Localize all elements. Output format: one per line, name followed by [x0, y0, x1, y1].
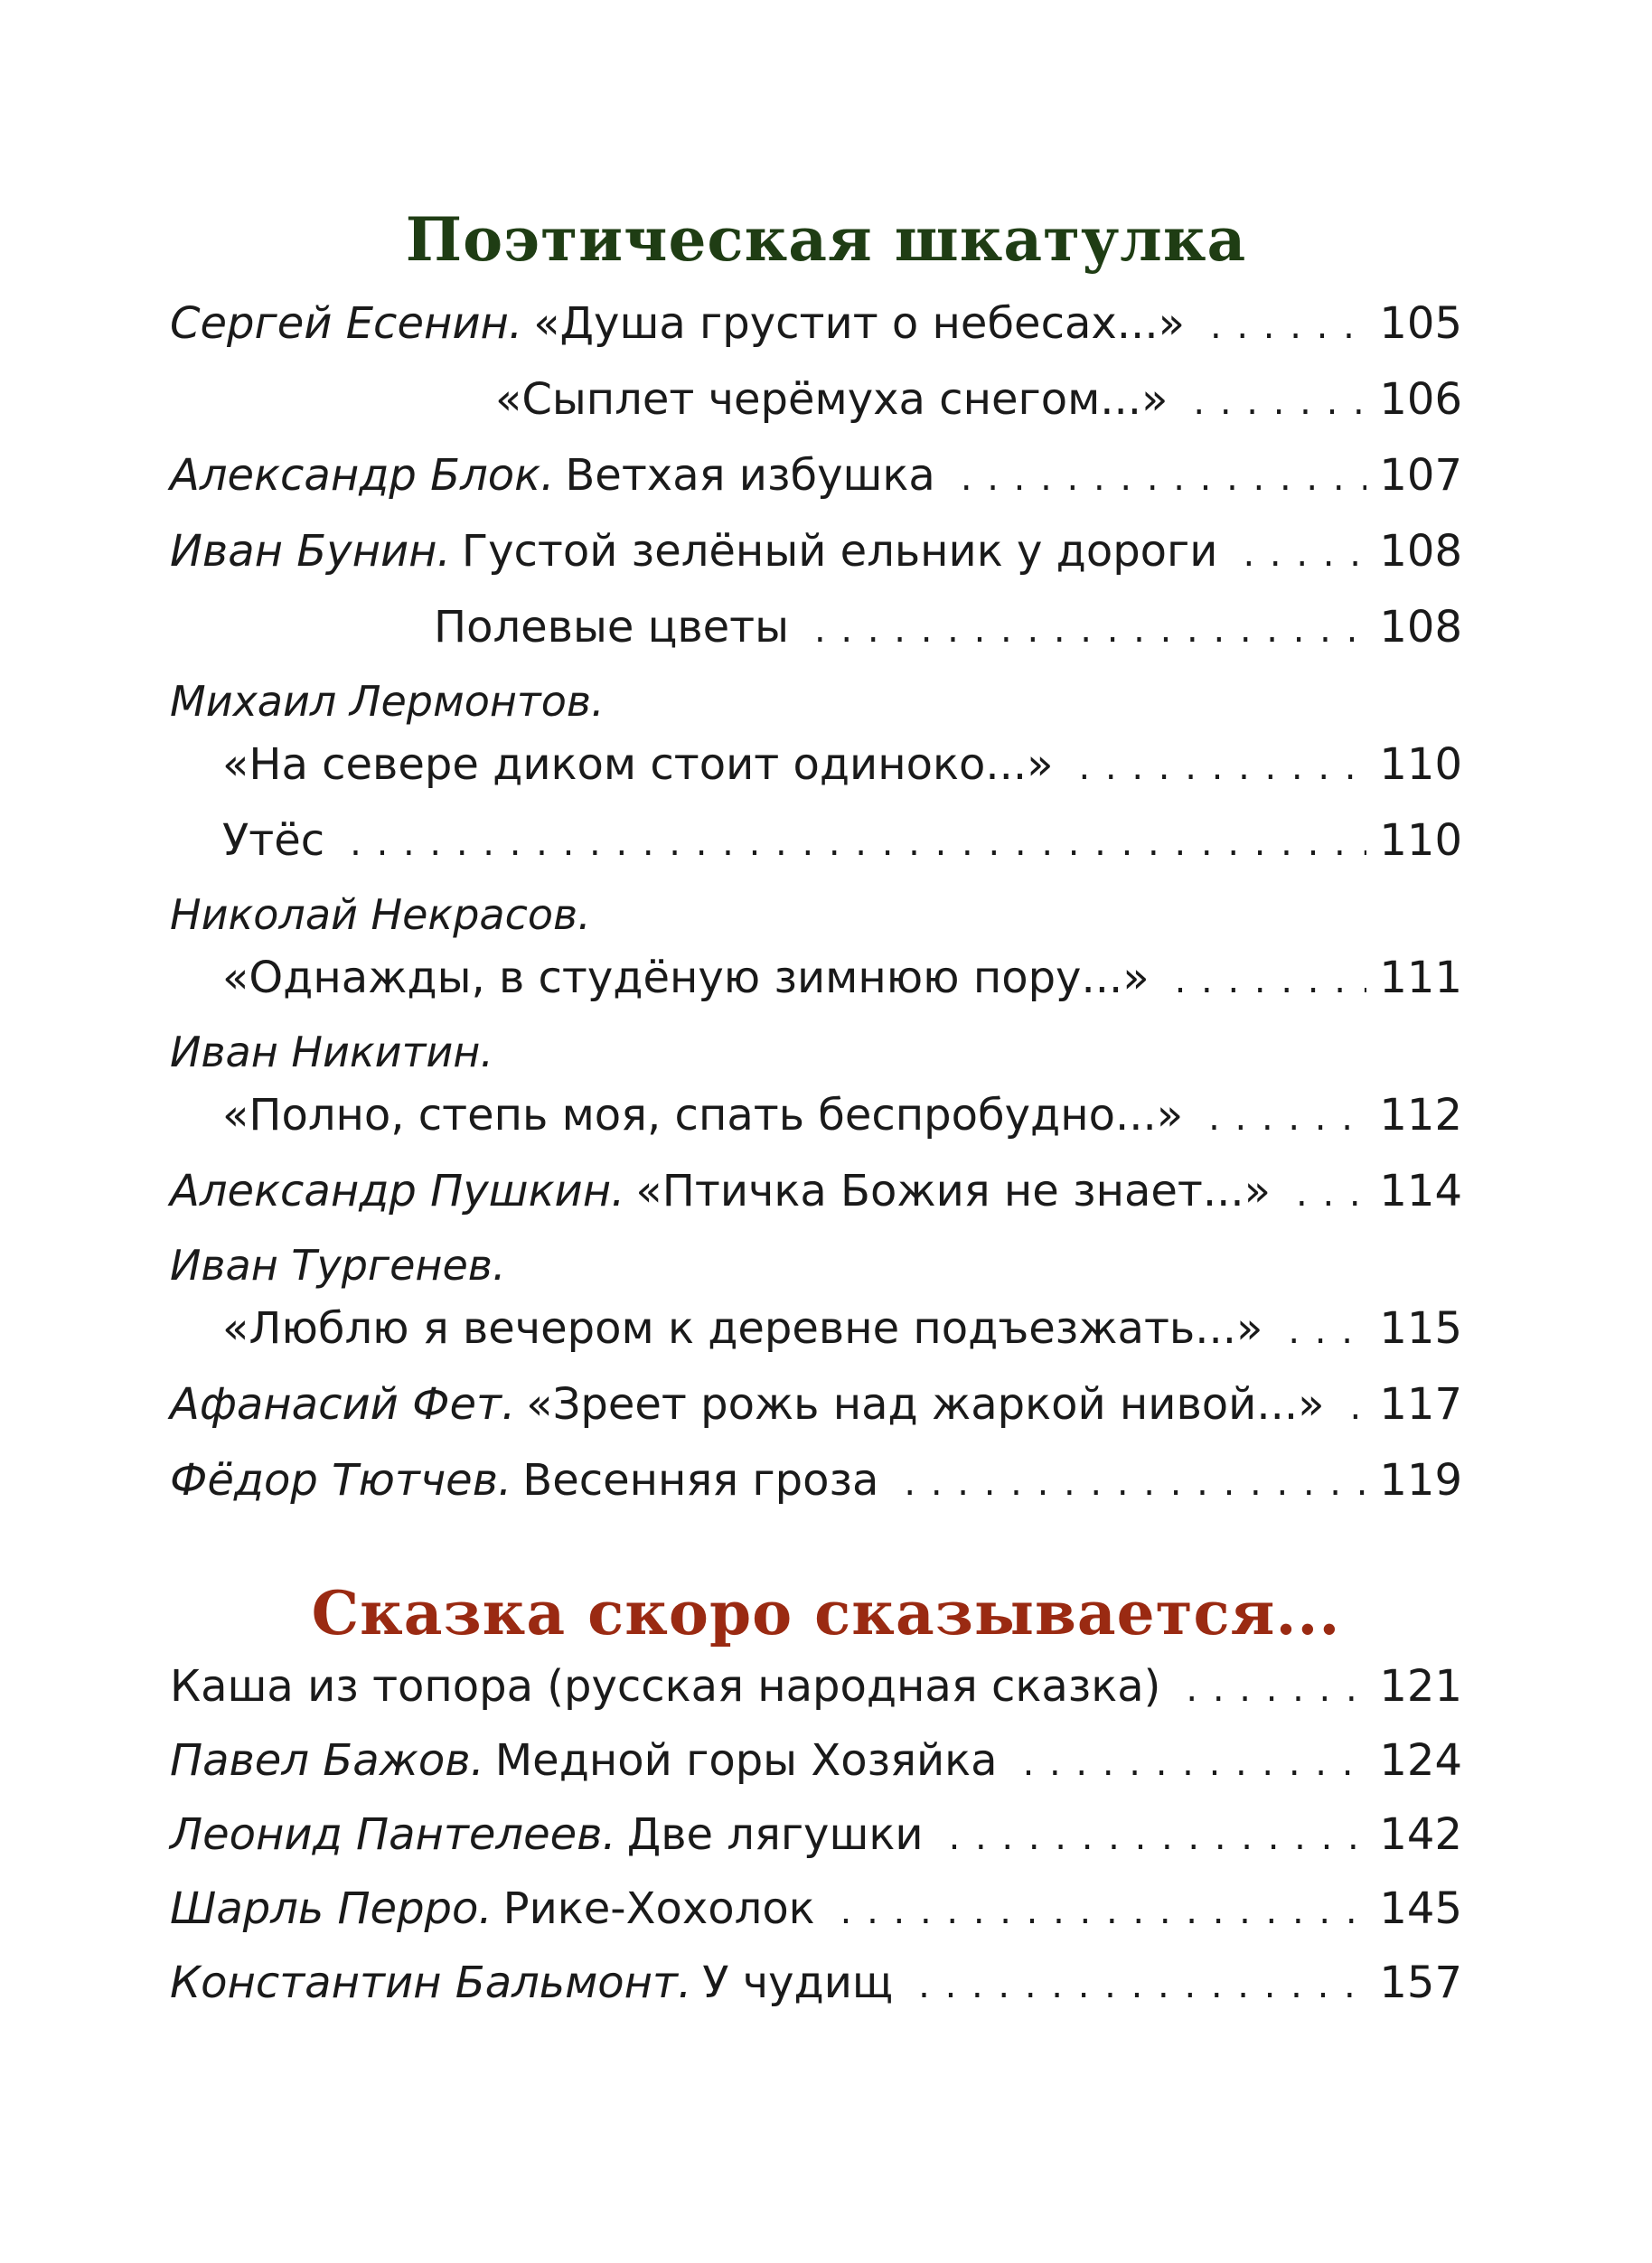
entry-page-number: 115 — [1379, 1303, 1462, 1354]
entry-page-number: 117 — [1379, 1379, 1462, 1430]
toc-entry[interactable] — [222, 1300, 1462, 1357]
entry-title: Полевые цветы — [434, 602, 789, 653]
entry-author: Фёдор Тютчев. — [170, 1455, 512, 1506]
dot-leader — [1193, 373, 1366, 431]
toc-entry[interactable] — [170, 522, 1462, 580]
entry-title: Медной горы Хозяйка — [494, 1735, 998, 1786]
toc-entry[interactable] — [170, 1451, 1462, 1509]
toc-entry[interactable] — [170, 1732, 1462, 1789]
entry-title: «Душа грустит о небесах...» — [533, 298, 1185, 349]
entry-title: «На севере диком стоит одиноко...» — [222, 739, 1054, 790]
entry-page-number: 157 — [1379, 1958, 1462, 2008]
entry-author: Сергей Есенин. — [170, 298, 523, 349]
dot-leader — [949, 1808, 1367, 1866]
toc-entry[interactable] — [170, 1954, 1462, 2012]
toc-entry[interactable] — [222, 736, 1462, 793]
dot-leader — [1243, 525, 1366, 583]
entry-author: Михаил Лермонтов. — [170, 677, 605, 726]
dot-leader — [1078, 738, 1366, 796]
dot-leader — [904, 1454, 1366, 1512]
entry-title: «Однажды, в студёную зимнюю пору...» — [222, 953, 1150, 1003]
entry-title: «Полно, степь моя, спать беспробудно...» — [222, 1090, 1184, 1141]
entry-author: Шарль Перро. — [170, 1883, 493, 1934]
toc-entry[interactable] — [434, 598, 1462, 656]
dot-leader — [1296, 1165, 1366, 1223]
entry-author: Афанасий Фет. — [170, 1379, 516, 1430]
dot-leader — [1186, 1660, 1366, 1718]
entry-page-number: 124 — [1379, 1735, 1462, 1786]
entry-title: «Птичка Божия не знает...» — [635, 1166, 1272, 1216]
entry-title: У чудищ — [702, 1958, 894, 2008]
entry-page-number: 114 — [1379, 1166, 1462, 1216]
dot-leader — [840, 1883, 1367, 1940]
section-title-fairy-tales: Сказка скоро сказывается... — [311, 1578, 1341, 1648]
entry-title: Две лягушки — [626, 1809, 924, 1860]
entry-page-number: 110 — [1379, 739, 1462, 790]
entry-page-number: 145 — [1379, 1883, 1462, 1934]
entry-author: Леонид Пантелеев. — [170, 1809, 616, 1860]
entry-page-number: 121 — [1379, 1661, 1462, 1712]
entry-author: Николай Некрасов. — [170, 890, 591, 939]
dot-leader — [814, 601, 1366, 659]
entry-title: Каша из топора (русская народная сказка) — [170, 1661, 1161, 1712]
entry-title: Ветхая избушка — [565, 450, 935, 501]
dot-leader — [1023, 1734, 1367, 1792]
dot-leader — [1288, 1302, 1366, 1360]
toc-entry[interactable] — [222, 1086, 1462, 1144]
toc-entry[interactable] — [170, 446, 1462, 504]
toc-entry[interactable] — [170, 295, 1462, 352]
entry-author: Павел Бажов. — [170, 1735, 484, 1786]
dot-leader — [1208, 1089, 1366, 1147]
toc-entry[interactable] — [222, 949, 1462, 1007]
dot-leader — [961, 449, 1367, 507]
dot-leader — [918, 1957, 1366, 2014]
toc-entry[interactable] — [170, 1376, 1462, 1433]
toc-entry[interactable] — [222, 812, 1462, 869]
entry-title: Густой зелёный ельник у дороги — [461, 526, 1218, 577]
toc-entry[interactable] — [170, 1657, 1462, 1715]
entry-page-number: 112 — [1379, 1090, 1462, 1141]
entry-page-number: 110 — [1379, 815, 1462, 866]
entry-title: «Зреет рожь над жаркой нивой...» — [526, 1379, 1325, 1430]
entry-page-number: 105 — [1379, 298, 1462, 349]
dot-leader — [350, 814, 1366, 872]
entry-author: Иван Никитин. — [170, 1028, 493, 1076]
dot-leader — [1210, 297, 1366, 355]
entry-author: Иван Тургенев. — [170, 1241, 506, 1290]
entry-title: Утёс — [222, 815, 325, 866]
entry-author: Константин Бальмонт. — [170, 1958, 692, 2008]
entry-page-number: 108 — [1379, 526, 1462, 577]
section-title-poetry: Поэтическая шкатулка — [405, 204, 1247, 275]
toc-entry[interactable] — [170, 1880, 1462, 1938]
dot-leader — [1175, 952, 1367, 1009]
entry-title: Рике-Хохолок — [502, 1883, 815, 1934]
entry-page-number: 142 — [1379, 1809, 1462, 1860]
entry-title: «Люблю я вечером к деревне подъезжать...» — [222, 1303, 1263, 1354]
entry-title: «Сыплет черёмуха снегом...» — [495, 374, 1169, 425]
toc-entry[interactable] — [170, 1162, 1462, 1220]
entry-page-number: 108 — [1379, 602, 1462, 653]
toc-entry[interactable] — [495, 371, 1462, 428]
entry-author: Александр Пушкин. — [170, 1166, 625, 1216]
toc-entry[interactable] — [170, 1806, 1462, 1864]
entry-title: Весенняя гроза — [522, 1455, 879, 1506]
entry-page-number: 107 — [1379, 450, 1462, 501]
entry-author: Александр Блок. — [170, 450, 555, 501]
entry-page-number: 106 — [1379, 374, 1462, 425]
dot-leader — [1349, 1378, 1366, 1436]
entry-page-number: 119 — [1379, 1455, 1462, 1506]
entry-author: Иван Бунин. — [170, 526, 451, 577]
entry-page-number: 111 — [1379, 953, 1462, 1003]
